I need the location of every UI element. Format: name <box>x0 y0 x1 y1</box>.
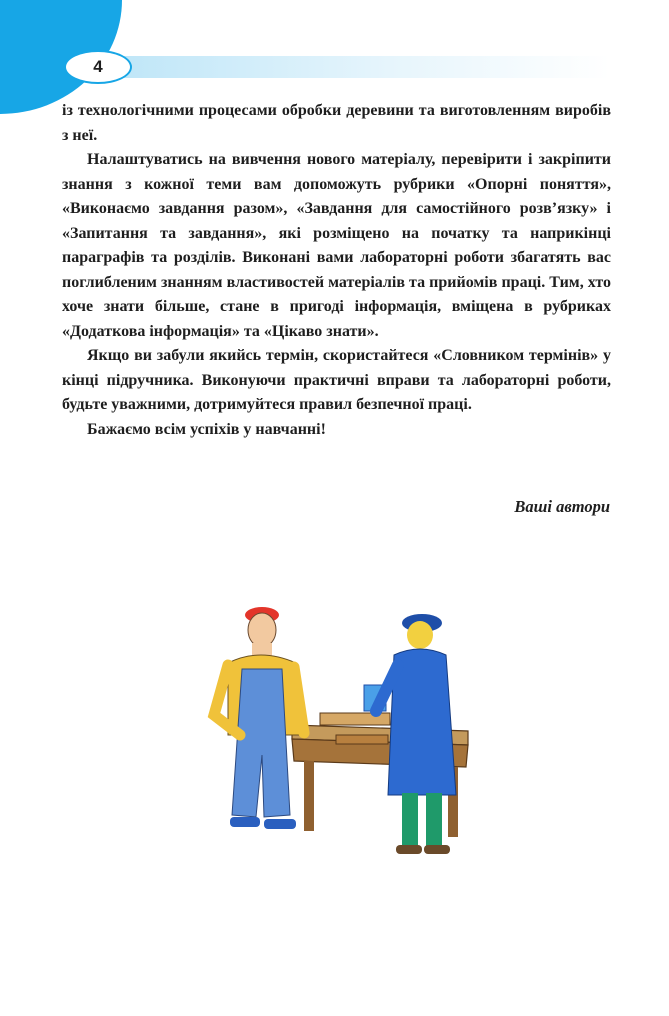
student-left <box>214 607 304 829</box>
paragraph: Якщо ви забули якийсь термін, скористайтеся «Словником термінів» у кінці підручника. Виконуючи практичні вправи та лабораторні роботи, будьте уважними, дотримуйтеся правил безпечної праці. <box>62 347 611 413</box>
students-workbench-illustration <box>200 585 470 885</box>
body-text <box>62 99 611 442</box>
authors-signature: Ваші автори <box>514 497 610 516</box>
header-band <box>118 56 610 78</box>
paragraph: Бажаємо всім успіхів у навчанні! <box>87 420 326 438</box>
page-number-text: 4 <box>93 57 103 76</box>
paragraph: Налаштуватись на вивчення нового матеріалу, перевірити і закріпити знання з кожної теми вам допоможуть рубрики «Опорні поняття», «Виконаємо завдання разом», «Завдання для самостійного розв’язку» і «Запитання та завдання», які розміщено на початку та наприкінці параграфів та розділів. Виконані вами лабораторні роботи збагатять вас поглибленим знанням властивостей матеріалів та прийомів праці. Тим, хто хоче знати більше, стане в пригоді інформація, вміщена в рубриках «Додаткова інформація» та «Цікаво знати». <box>62 151 611 340</box>
paragraph: із технологічними процесами обробки деревини та виготовленням виробів з неї. <box>62 102 611 144</box>
page-number <box>64 50 132 84</box>
